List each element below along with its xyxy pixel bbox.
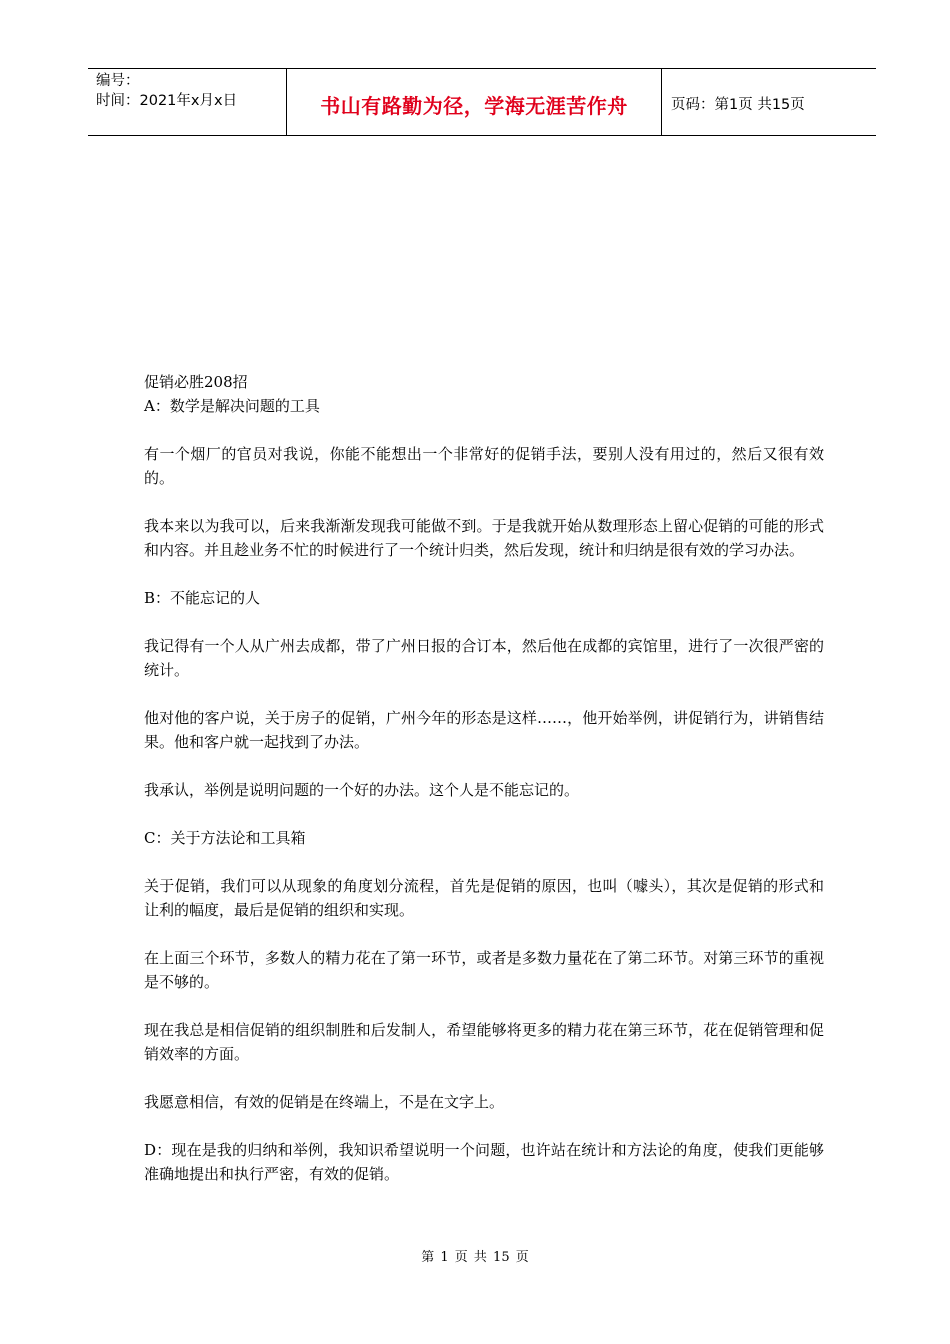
body-paragraph: 我愿意相信，有效的促销是在终端上，不是在文字上。	[144, 1093, 505, 1111]
body-paragraph: 我承认，举例是说明问题的一个好的办法。这个人是不能忘记的。	[144, 781, 580, 799]
header-divider	[661, 69, 662, 135]
header-motto: 书山有路勤为径，学海无涯苦作舟	[320, 94, 628, 118]
body-paragraph: 他对他的客户说，关于房子的促销，广州今年的形态是这样……，他开始举例，讲促销行为，讲销售结果。他和客户就一起找到了办法。	[144, 709, 824, 751]
body-paragraph: 在上面三个环节，多数人的精力花在了第一环节，或者是多数力量花在了第二环节。对第三环节的重视是不够的。	[144, 949, 824, 991]
paragraph-spacer	[144, 682, 824, 706]
page-footer: 第 1 页 共 15 页	[421, 1250, 529, 1265]
paragraph-spacer	[144, 754, 824, 778]
paragraph-spacer	[144, 994, 824, 1018]
paragraph-spacer	[144, 1114, 824, 1138]
number-label: 编号：	[96, 73, 140, 89]
paragraph-spacer	[144, 802, 824, 826]
header-meta	[96, 71, 237, 111]
header-page-number: 页码：第1页 共15页	[671, 97, 805, 113]
body-paragraph: 现在我总是相信促销的组织制胜和后发制人，希望能够将更多的精力花在第三环节，花在促销管理和促销效率的方面。	[144, 1021, 824, 1063]
paragraph-spacer	[144, 562, 824, 586]
paragraph-spacer	[144, 850, 824, 874]
paragraph-spacer	[144, 922, 824, 946]
paragraph-list	[144, 394, 824, 1186]
body-paragraph: 有一个烟厂的官员对我说，你能不能想出一个非常好的促销手法，要别人没有用过的，然后又很有效的。	[144, 445, 824, 487]
document-body	[144, 370, 824, 1186]
body-paragraph: B：不能忘记的人	[144, 589, 261, 607]
body-paragraph: D：现在是我的归纳和举例，我知识希望说明一个问题，也许站在统计和方法论的角度，使我们更能够准确地提出和执行严密，有效的促销。	[144, 1141, 824, 1183]
paragraph-spacer	[144, 1066, 824, 1090]
paragraph-spacer	[144, 490, 824, 514]
document-title: 促销必胜208招	[144, 373, 248, 391]
paragraph-spacer	[144, 610, 824, 634]
body-paragraph: 我本来以为我可以，后来我渐渐发现我可能做不到。于是我就开始从数理形态上留心促销的可能的形式和内容。并且趁业务不忙的时候进行了一个统计归类，然后发现，统计和归纳是很有效的学习办法。	[144, 517, 824, 559]
body-paragraph: 关于促销，我们可以从现象的角度划分流程，首先是促销的原因，也叫（噱头），其次是促销的形式和让利的幅度，最后是促销的组织和实现。	[144, 877, 824, 919]
body-paragraph: 我记得有一个人从广州去成都，带了广州日报的合订本，然后他在成都的宾馆里，进行了一次很严密的统计。	[144, 637, 824, 679]
body-paragraph: A：数学是解决问题的工具	[144, 397, 320, 415]
body-paragraph: C：关于方法论和工具箱	[144, 829, 306, 847]
document-header	[88, 68, 876, 136]
paragraph-spacer	[144, 418, 824, 442]
time-label: 时间：2021年x月x日	[96, 93, 238, 109]
